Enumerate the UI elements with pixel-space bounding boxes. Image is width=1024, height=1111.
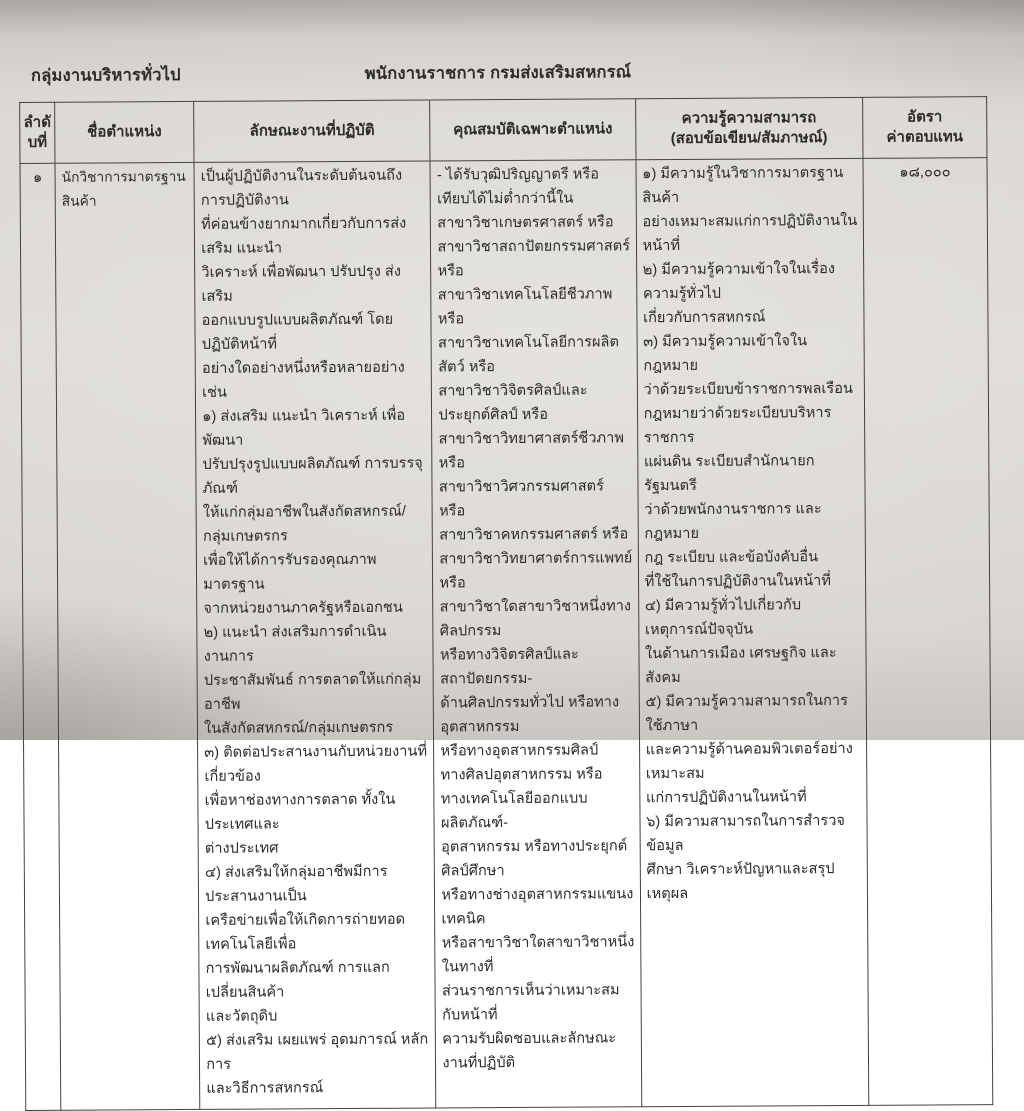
- cell-qualifications: - ได้รับวุฒิปริญญาตรี หรือ เทียบได้ไม่ต่ำกว่านี้ใน สาขาวิชาเกษตรศาสตร์ หรือ สาขาวิชาสถาปัตยกรรมศาสตร์ หรือ สาขาวิชาเทคโนโลยีชีวภาพ หรือ สาขาวิชาเทคโนโลยีการผลิตสัตว์ หรือ สาขาวิชาวิจิตรศิลป์และประยุกต์ศิลป์ หรือ สาขาวิชาวิทยาศาสตร์ชีวภาพ หรือ สาขาวิชาวิศวกรรมศาสตร์ หรือ สาขาวิชาคหกรรมศาสตร์ หรือ สาขาวิชาวิทยาศาตร์การแพทย์ หรือ สาขาวิชาใดสาขาวิชาหนึ่งทางศิลปกรรม หรือทางวิจิตรศิลป์และสถาปัตยกรรม- ด้านศิลปกรรมทั่วไป หรือทางอุตสาหกรรม หรือทางอุตสาหกรรมศิลป์ ทางศิลปอุตสาหกรรม หรือ ทางเทคโนโลยีออกแบบผลิตภัณฑ์- อุตสาหกรรม หรือทางประยุกต์ศิลป์ศึกษา หรือทางช่างอุตสาหกรรมแขนงเทคนิค หรือสาขาวิชาใดสาขาวิชาหนึ่งในทางที่ ส่วนราชการเห็นว่าเหมาะสมกับหน้าที่ ความรับผิดชอบและลักษณะงานที่ปฏิบัติ: [430, 160, 641, 1108]
- header-position: ชื่อตำแหน่ง: [55, 101, 195, 163]
- header-knowledge: ความรู้ความสามารถ (สอบข้อเขียน/สัมภาษณ์): [635, 97, 863, 159]
- work-group-title: กลุ่มงานบริหารทั่วไป: [30, 66, 181, 85]
- table-header-row: [20, 97, 987, 164]
- position-table: [19, 96, 993, 1111]
- cell-knowledge: ๑) มีความรู้ในวิชาการมาตรฐานสินค้า อย่างเหมาะสมแก่การปฏิบัติงานในหน้าที่ ๒) มีความรู้ความเข้าใจในเรื่องความรู้ทั่วไป เกี่ยวกับการสหกรณ์ ๓) มีความรู้ความเข้าใจในกฎหมาย ว่าด้วยระเบียบข้าราชการพลเรือน กฎหมายว่าด้วยระเบียบบริหารราชการ แผ่นดิน ระเบียบสำนักนายกรัฐมนตรี ว่าด้วยพนักงานราชการ และกฎหมาย กฎ ระเบียบ และข้อบังคับอื่น ที่ใช้ในการปฏิบัติงานในหน้าที่ ๔) มีความรู้ทั่วไปเกี่ยวกับเหตุการณ์ปัจจุบัน ในด้านการเมือง เศรษฐกิจ และสังคม ๕) มีความรู้ความสามารถในการใช้ภาษา และความรู้ด้านคอมพิวเตอร์อย่างเหมาะสม แก่การปฏิบัติงานในหน้าที่ ๖) มีความสามารถในการสำรวจข้อมูล ศึกษา วิเคราะห์ปัญหาและสรุปเหตุผล: [636, 158, 869, 1106]
- cell-position: นักวิชาการมาตรฐานสินค้า: [55, 162, 200, 1110]
- cell-duties: เป็นผู้ปฏิบัติงานในระดับต้นจนถึงการปฏิบัติงาน ที่ค่อนข้างยากมากเกี่ยวกับการส่งเสริม แนะนำ วิเคราะห์ เพื่อพัฒนา ปรับปรุง ส่งเสริม ออกแบบรูปแบบผลิตภัณฑ์ โดยปฏิบัติหน้าที่ อย่างใดอย่างหนึ่งหรือหลายอย่าง เช่น ๑) ส่งเสริม แนะนำ วิเคราะห์ เพื่อพัฒนา ปรับปรุงรูปแบบผลิตภัณฑ์ การบรรจุภัณฑ์ ให้แก่กลุ่มอาชีพในสังกัดสหกรณ์/กลุ่มเกษตรกร เพื่อให้ได้การรับรองคุณภาพมาตรฐาน จากหน่วยงานภาครัฐหรือเอกชน ๒) แนะนำ ส่งเสริมการดำเนินงานการ ประชาสัมพันธ์ การตลาดให้แก่กลุ่มอาชีพ ในสังกัดสหกรณ์/กลุ่มเกษตรกร ๓) ติดต่อประสานงานกับหน่วยงานที่เกี่ยวข้อง เพื่อหาช่องทางการตลาด ทั้งในประเทศและ ต่างประเทศ ๔) ส่งเสริมให้กลุ่มอาชีพมีการประสานงานเป็น เครือข่ายเพื่อให้เกิดการถ่ายทอดเทคโนโลยีเพื่อ การพัฒนาผลิตภัณฑ์ การแลกเปลี่ยนสินค้า และวัตถุดิบ ๕) ส่งเสริม เผยแพร่ อุดมการณ์ หลักการ และวิธีการสหกรณ์: [194, 161, 436, 1109]
- cell-rate: ๑๘,๐๐๐: [863, 158, 993, 1106]
- page-title: พนักงานราชการ กรมส่งเสริมสหกรณ์: [364, 63, 632, 83]
- header-qualifications: คุณสมบัติเฉพาะตำแหน่ง: [430, 99, 636, 161]
- header-duties: ลักษณะงานที่ปฏิบัติ: [194, 100, 431, 162]
- cell-no: ๑: [20, 163, 61, 1110]
- header-rate: อัตรา ค่าตอบแทน: [862, 97, 987, 159]
- table-row: [20, 158, 993, 1111]
- header-no: ลำดั บที่: [20, 102, 55, 163]
